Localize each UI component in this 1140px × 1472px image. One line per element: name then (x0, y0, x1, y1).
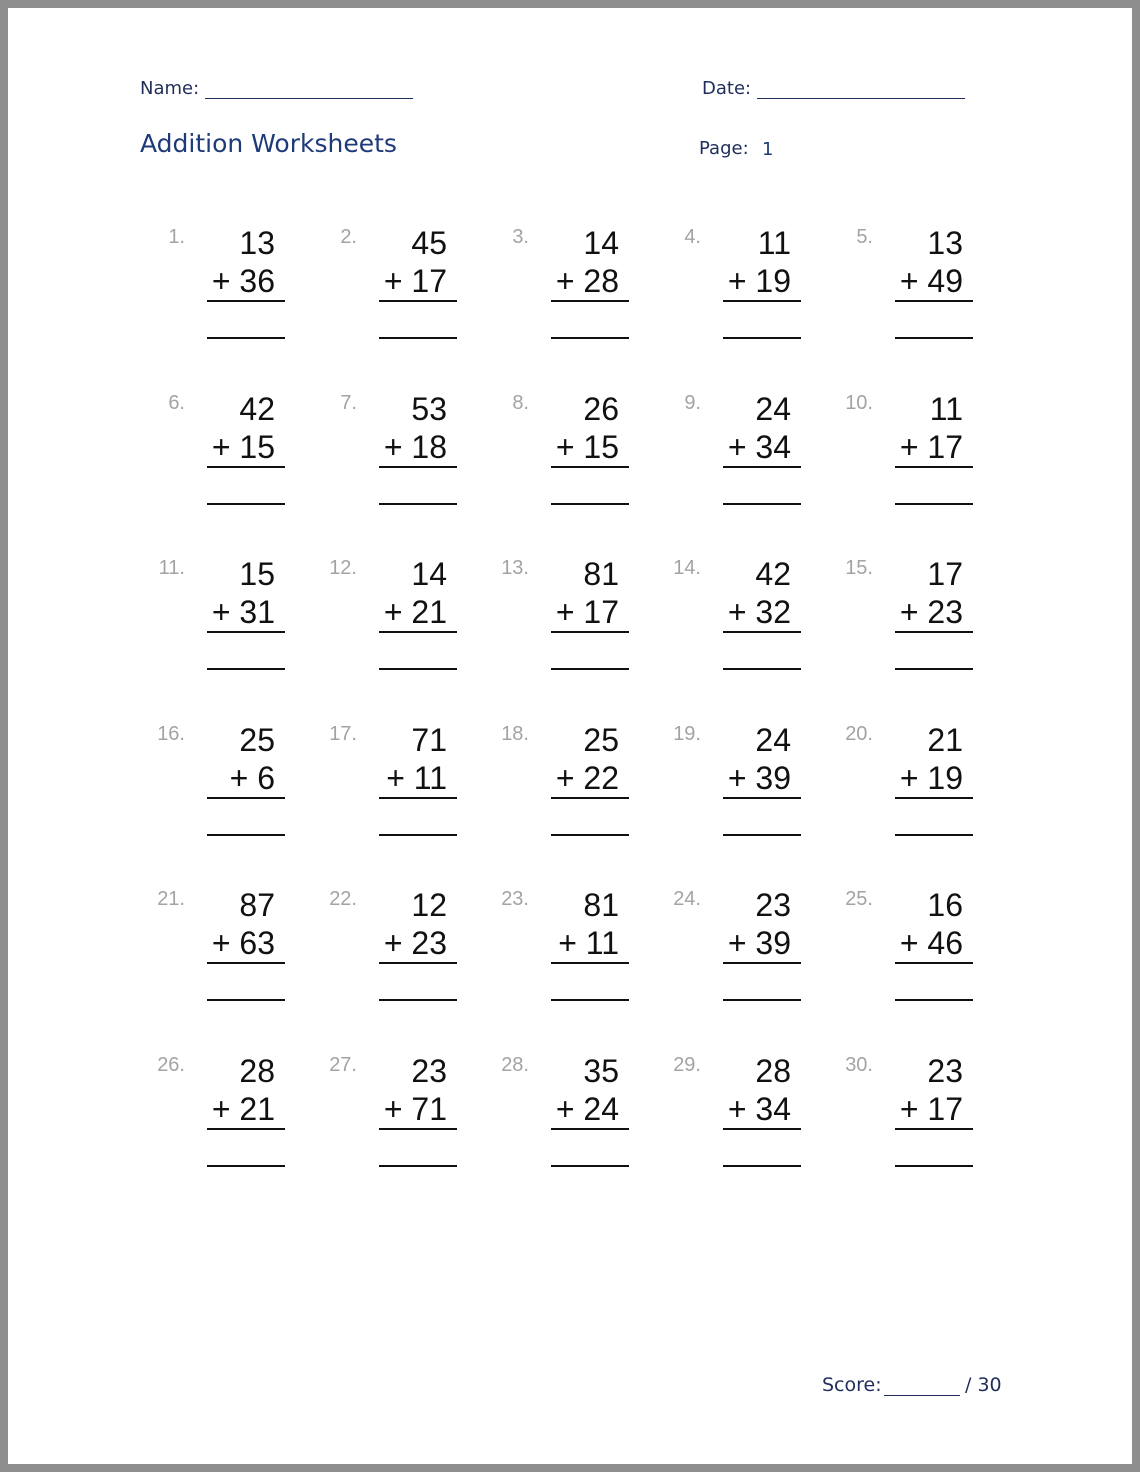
problem-addend-bottom (207, 759, 285, 799)
problem-number: 27. (329, 1054, 357, 1076)
problem-addend-bottom (207, 1090, 285, 1130)
problem-item (655, 553, 827, 713)
problem-addend-bottom-text: + 17 (899, 1091, 963, 1127)
problem-addend-top: 28 (755, 1053, 791, 1089)
problem-addend-top: 11 (757, 225, 791, 261)
problem-number: 26. (157, 1054, 185, 1076)
date-label: Date: (702, 78, 752, 99)
problem-addend-top: 25 (583, 722, 619, 758)
problem-addend-bottom-text: + 23 (383, 925, 447, 961)
problem-grid (8, 8, 1132, 1464)
worksheet-page (8, 8, 1132, 1464)
problem-addend-bottom (895, 262, 973, 302)
answer-line[interactable] (723, 999, 801, 1001)
problem-number: 15. (845, 557, 873, 579)
answer-line[interactable] (207, 834, 285, 836)
answer-line[interactable] (551, 503, 629, 505)
problem-addend-bottom-text: + 11 (386, 760, 447, 796)
problem-item (655, 884, 827, 1044)
problem-addend-bottom-text: + 17 (899, 429, 963, 465)
problem-addend-bottom-text: + 21 (211, 1091, 275, 1127)
problem-item (827, 1050, 999, 1210)
problem-number: 24. (673, 888, 701, 910)
answer-line[interactable] (379, 1165, 457, 1167)
answer-line[interactable] (895, 999, 973, 1001)
problem-number: 17. (329, 723, 357, 745)
problem-number: 1. (168, 226, 185, 248)
problem-item (827, 222, 999, 382)
score-label: Score: (822, 1374, 882, 1396)
problem-number: 25. (845, 888, 873, 910)
problem-addend-bottom-text: + 49 (899, 263, 963, 299)
answer-line[interactable] (551, 999, 629, 1001)
answer-line[interactable] (723, 1165, 801, 1167)
score-field-line (884, 1395, 960, 1396)
problem-addend-bottom (379, 593, 457, 633)
problem-number: 5. (856, 226, 873, 248)
problem-addend-bottom (379, 262, 457, 302)
problem-number: 2. (340, 226, 357, 248)
problem-addend-top: 13 (927, 225, 963, 261)
problem-addend-top: 42 (755, 556, 791, 592)
problem-addend-bottom-text: + 46 (899, 925, 963, 961)
problem-addend-bottom (207, 428, 285, 468)
problem-addend-top: 42 (239, 391, 275, 427)
answer-line[interactable] (895, 668, 973, 670)
problem-addend-bottom-text: + 71 (383, 1091, 447, 1127)
problem-addend-bottom-text: + 32 (727, 594, 791, 630)
problem-addend-top: 81 (583, 887, 619, 923)
problem-number: 9. (684, 392, 701, 414)
answer-line[interactable] (379, 503, 457, 505)
answer-line[interactable] (895, 337, 973, 339)
problem-addend-top: 28 (239, 1053, 275, 1089)
problem-item (311, 884, 483, 1044)
problem-number: 20. (845, 723, 873, 745)
problem-addend-top: 23 (411, 1053, 447, 1089)
problem-addend-bottom (895, 428, 973, 468)
problem-addend-top: 11 (929, 391, 963, 427)
problem-addend-bottom (207, 262, 285, 302)
answer-line[interactable] (723, 503, 801, 505)
problem-addend-bottom-text: + 19 (899, 760, 963, 796)
problem-addend-bottom (379, 1090, 457, 1130)
problem-addend-top: 24 (755, 722, 791, 758)
problem-addend-bottom (723, 759, 801, 799)
problem-addend-top: 23 (927, 1053, 963, 1089)
problem-addend-top: 16 (927, 887, 963, 923)
problem-addend-bottom-text: + 22 (555, 760, 619, 796)
problem-addend-bottom (895, 593, 973, 633)
answer-line[interactable] (895, 1165, 973, 1167)
answer-line[interactable] (379, 999, 457, 1001)
answer-line[interactable] (207, 1165, 285, 1167)
problem-number: 23. (501, 888, 529, 910)
problem-item (655, 388, 827, 548)
problem-item (139, 884, 311, 1044)
problem-addend-top: 45 (411, 225, 447, 261)
problem-item (139, 388, 311, 548)
answer-line[interactable] (551, 834, 629, 836)
problem-number: 13. (501, 557, 529, 579)
problem-addend-bottom-text: + 11 (558, 925, 619, 961)
problem-addend-bottom (551, 262, 629, 302)
answer-line[interactable] (207, 503, 285, 505)
problem-addend-top: 12 (411, 887, 447, 923)
problem-addend-bottom-text: + 15 (555, 429, 619, 465)
problem-addend-top: 87 (239, 887, 275, 923)
problem-addend-bottom (551, 924, 629, 964)
problem-item (483, 719, 655, 879)
problem-addend-bottom (551, 1090, 629, 1130)
problem-item (139, 719, 311, 879)
problem-addend-top: 17 (927, 556, 963, 592)
problem-addend-top: 24 (755, 391, 791, 427)
problem-addend-top: 14 (583, 225, 619, 261)
answer-line[interactable] (551, 1165, 629, 1167)
problem-item (483, 388, 655, 548)
page-number: 1 (762, 139, 774, 160)
problem-addend-bottom-text: + 6 (229, 760, 275, 796)
problem-addend-bottom-text: + 24 (555, 1091, 619, 1127)
problem-item (483, 1050, 655, 1210)
problem-number: 16. (157, 723, 185, 745)
problem-addend-bottom (379, 428, 457, 468)
problem-number: 22. (329, 888, 357, 910)
answer-line[interactable] (551, 668, 629, 670)
answer-line[interactable] (723, 668, 801, 670)
score-total: / 30 (965, 1374, 1002, 1396)
problem-addend-bottom (723, 428, 801, 468)
problem-number: 6. (168, 392, 185, 414)
answer-line[interactable] (379, 668, 457, 670)
problem-addend-top: 15 (239, 556, 275, 592)
answer-line[interactable] (895, 503, 973, 505)
problem-addend-bottom (551, 593, 629, 633)
answer-line[interactable] (207, 999, 285, 1001)
problem-addend-bottom (207, 924, 285, 964)
page-label: Page: (699, 138, 749, 159)
problem-addend-bottom-text: + 63 (211, 925, 275, 961)
problem-item (483, 553, 655, 713)
problem-addend-bottom-text: + 36 (211, 263, 275, 299)
problem-addend-bottom-text: + 17 (555, 594, 619, 630)
problem-addend-bottom-text: + 34 (727, 429, 791, 465)
problem-item (655, 719, 827, 879)
problem-item (483, 884, 655, 1044)
problem-number: 7. (340, 392, 357, 414)
name-label: Name: (140, 78, 200, 99)
problem-addend-bottom (895, 759, 973, 799)
problem-number: 11. (158, 557, 185, 579)
problem-addend-top: 81 (583, 556, 619, 592)
problem-number: 10. (845, 392, 873, 414)
problem-addend-bottom (895, 924, 973, 964)
problem-item (311, 388, 483, 548)
problem-addend-top: 53 (411, 391, 447, 427)
problem-addend-bottom-text: + 19 (727, 263, 791, 299)
problem-addend-bottom (723, 924, 801, 964)
answer-line[interactable] (207, 337, 285, 339)
problem-addend-top: 21 (927, 722, 963, 758)
problem-addend-top: 13 (239, 225, 275, 261)
problem-addend-bottom-text: + 39 (727, 925, 791, 961)
problem-item (311, 553, 483, 713)
problem-addend-top: 35 (583, 1053, 619, 1089)
problem-item (655, 1050, 827, 1210)
problem-item (311, 719, 483, 879)
problem-item (139, 1050, 311, 1210)
answer-line[interactable] (723, 834, 801, 836)
problem-item (827, 884, 999, 1044)
answer-line[interactable] (723, 337, 801, 339)
problem-number: 18. (501, 723, 529, 745)
problem-number: 19. (673, 723, 701, 745)
problem-item (827, 719, 999, 879)
problem-item (311, 1050, 483, 1210)
problem-number: 3. (512, 226, 529, 248)
problem-item (139, 553, 311, 713)
problem-number: 29. (673, 1054, 701, 1076)
problem-addend-bottom (551, 428, 629, 468)
problem-addend-bottom-text: + 18 (383, 429, 447, 465)
problem-addend-bottom-text: + 31 (211, 594, 275, 630)
problem-item (655, 222, 827, 382)
problem-addend-bottom-text: + 15 (211, 429, 275, 465)
problem-addend-bottom (379, 924, 457, 964)
answer-line[interactable] (895, 834, 973, 836)
problem-number: 12. (329, 557, 357, 579)
answer-line[interactable] (551, 337, 629, 339)
problem-addend-top: 26 (583, 391, 619, 427)
problem-addend-bottom-text: + 23 (899, 594, 963, 630)
problem-addend-bottom (207, 593, 285, 633)
problem-addend-bottom (895, 1090, 973, 1130)
problem-item (827, 553, 999, 713)
problem-item (139, 222, 311, 382)
problem-addend-top: 25 (239, 722, 275, 758)
answer-line[interactable] (379, 834, 457, 836)
problem-addend-bottom-text: + 21 (383, 594, 447, 630)
problem-addend-bottom (723, 1090, 801, 1130)
page-title: Addition Worksheets (140, 129, 397, 158)
answer-line[interactable] (379, 337, 457, 339)
problem-number: 30. (845, 1054, 873, 1076)
problem-item (311, 222, 483, 382)
problem-addend-bottom-text: + 28 (555, 263, 619, 299)
problem-addend-bottom (379, 759, 457, 799)
problem-addend-bottom-text: + 39 (727, 760, 791, 796)
problem-addend-bottom (723, 593, 801, 633)
problem-addend-top: 23 (755, 887, 791, 923)
problem-addend-top: 71 (411, 722, 447, 758)
problem-addend-bottom (551, 759, 629, 799)
problem-number: 28. (501, 1054, 529, 1076)
problem-item (827, 388, 999, 548)
problem-number: 4. (684, 226, 701, 248)
problem-addend-top: 14 (411, 556, 447, 592)
problem-addend-bottom-text: + 17 (383, 263, 447, 299)
problem-number: 8. (512, 392, 529, 414)
problem-addend-bottom (723, 262, 801, 302)
problem-item (483, 222, 655, 382)
problem-addend-bottom-text: + 34 (727, 1091, 791, 1127)
problem-number: 14. (673, 557, 701, 579)
answer-line[interactable] (207, 668, 285, 670)
problem-number: 21. (157, 888, 185, 910)
